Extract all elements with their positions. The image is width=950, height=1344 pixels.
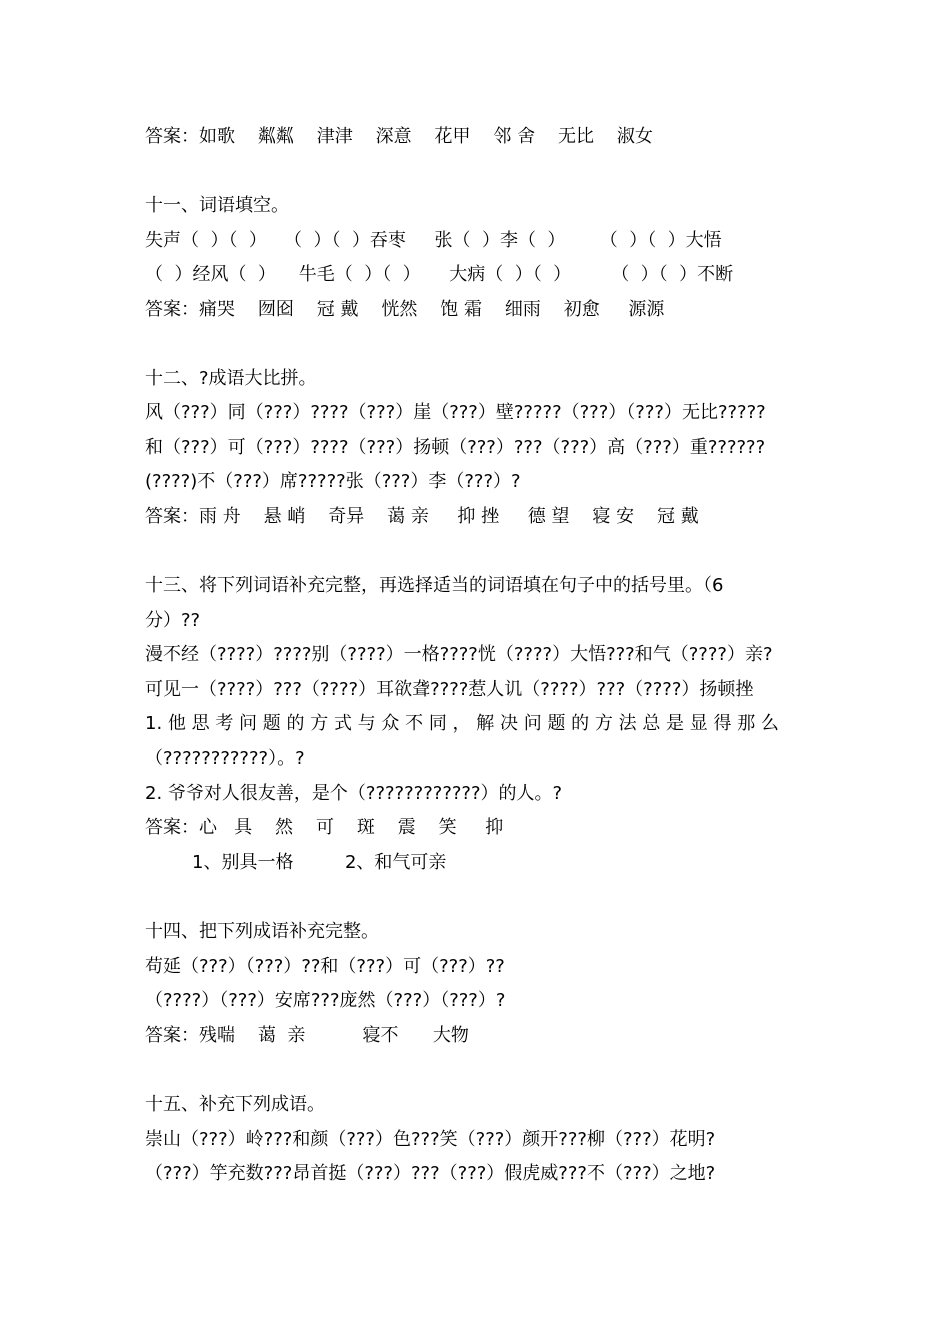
section-12-row-3: (????)不（???）席?????张（???）李（???）? xyxy=(145,471,521,492)
section-14-row-2: （????）（???）安席???庞然（???）（???）? xyxy=(145,990,506,1011)
section-13-row-1: 漫不经（????）????别（????）一格????恍（????）大悟???和气（????）亲? xyxy=(145,644,773,665)
section-13-question-1-blank: （???????????）。? xyxy=(145,748,305,769)
section-11-row-1: 失声（ ）（ ） （ ）（ ）吞枣 张（ ）李（ ） （ ）（ ）大悟 xyxy=(145,230,722,251)
answer-line-12: 答案：雨 舟 悬 峭 奇异 蔼 亲 抑 挫 德 望 寝 安 冠 戴 xyxy=(145,506,699,527)
section-15-row-1: 崇山（???）岭???和颜（???）色???笑（???）颜开???柳（???）花明? xyxy=(145,1129,716,1150)
section-13-question-2: 2. 爷爷对人很友善，是个（????????????）的人。? xyxy=(145,783,563,804)
section-14-heading: 十四、把下列成语补充完整。 xyxy=(145,921,379,942)
section-13-row-2: 可见一（????）???（????）耳欲聋????惹人讥（????）???（????）扬顿挫 xyxy=(145,679,754,700)
answer-line-13-sentences: 1、别具一格 2、和气可亲 xyxy=(192,852,447,873)
section-11-row-2: （ ）经风（ ） 牛毛（ ）（ ） 大病（ ）（ ） （ ）（ ）不断 xyxy=(145,264,734,285)
section-13-question-1: 1. 他 思 考 问 题 的 方 式 与 众 不 同 ， 解 决 问 题 的 方 法 总 是 显 得 那 么 xyxy=(145,713,779,734)
section-13-heading: 十三、将下列词语补充完整，再选择适当的词语填在句子中的括号里。（6 xyxy=(145,575,724,596)
answer-line-14: 答案：残喘 蔼 亲 寝不 大物 xyxy=(145,1025,469,1046)
section-15-heading: 十五、补充下列成语。 xyxy=(145,1094,325,1115)
section-14-row-1: 苟延（???）（???）??和（???）可（???）?? xyxy=(145,956,505,977)
section-11-heading: 十一、词语填空。 xyxy=(145,195,289,216)
answer-line-10: 答案：如歌 粼粼 津津 深意 花甲 邻 舍 无比 淑女 xyxy=(145,126,653,147)
answer-line-13: 答案：心 具 然 可 斑 震 笑 抑 xyxy=(145,817,504,838)
section-12-heading: 十二、?成语大比拼。 xyxy=(145,368,317,389)
section-15-row-2: （???）竽充数???昂首挺（???）???（???）假虎威???不（???）之地? xyxy=(145,1163,716,1184)
section-12-row-2: 和（???）可（???）????（???）扬顿（???）???（???）高（???）重?????? xyxy=(145,437,766,458)
answer-line-11: 答案：痛哭 囫囵 冠 戴 恍然 饱 霜 细雨 初愈 源源 xyxy=(145,299,665,320)
section-13-heading-cont: 分）?? xyxy=(145,610,201,631)
section-12-row-1: 风（???）同（???）????（???）崖（???）壁?????（???）（???）无比????? xyxy=(145,402,766,423)
